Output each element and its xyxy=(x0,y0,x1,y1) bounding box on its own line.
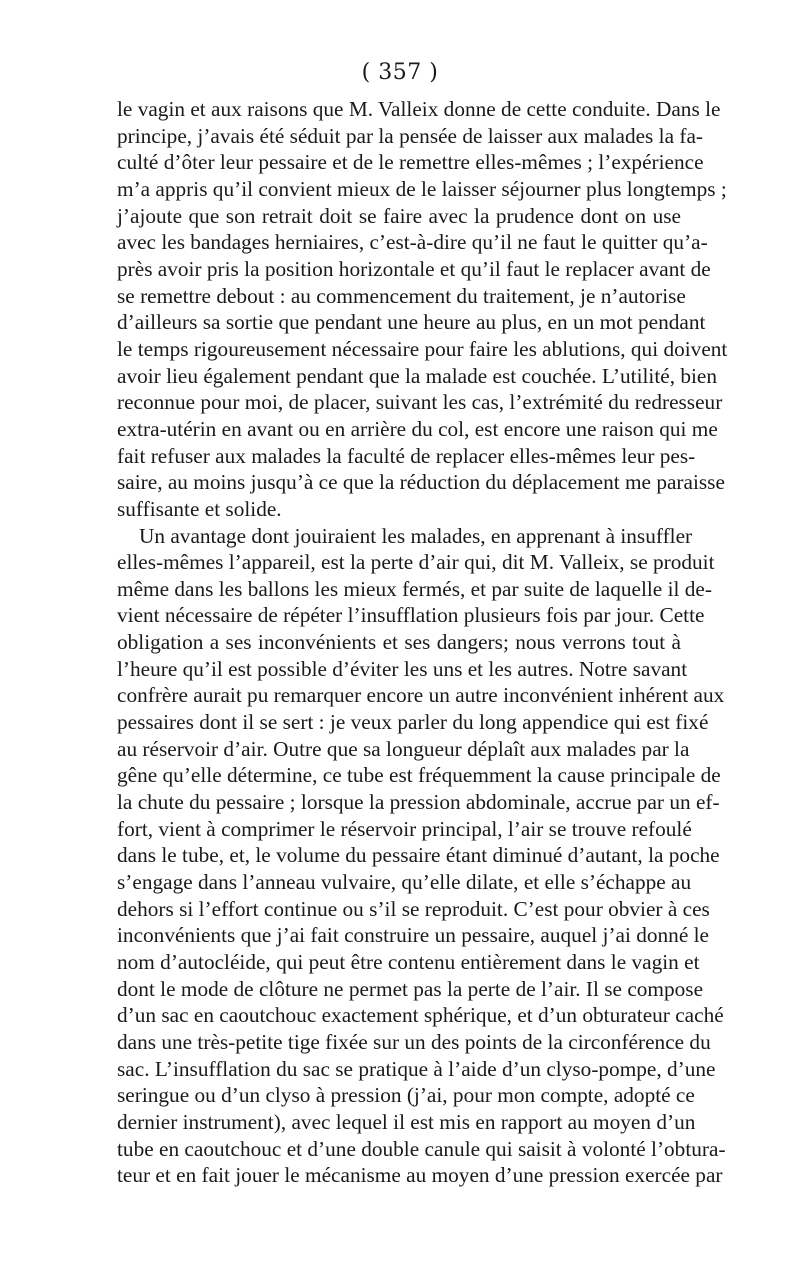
text-line: principe, j’avais été séduit par la pensée de laisser aux malades la fa- xyxy=(117,123,703,148)
text-line: d’ailleurs sa sortie que pendant une heure au plus, en un mot pendant xyxy=(117,310,706,335)
text-line: reconnue pour moi, de placer, suivant les cas, l’extrémité du redresseur xyxy=(117,390,723,415)
page-number: ( 357 ) xyxy=(361,60,439,85)
text-line: extra-utérin en avant ou en arrière du col, est encore une raison qui me xyxy=(117,416,718,441)
text-line: fort, vient à comprimer le réservoir principal, l’air se trouve refoulé xyxy=(117,816,692,841)
text-line: inconvénients que j’ai fait construire un pessaire, auquel j’ai donné le xyxy=(117,923,709,948)
text-line: seringue ou d’un clyso à pression (j’ai, pour mon compte, adopté ce xyxy=(117,1083,695,1108)
text-line: saire, au moins jusqu’à ce que la réduction du déplacement me paraisse xyxy=(117,470,725,495)
text-line: même dans les ballons les mieux fermés, et par suite de laquelle il de- xyxy=(117,576,712,601)
text-line: vient nécessaire de répéter l’insufflation plusieurs fois par jour. Cette xyxy=(117,603,705,628)
paragraph-2 xyxy=(117,523,726,1189)
paragraph-1 xyxy=(117,96,728,523)
text-line: nom d’autocléide, qui peut être contenu entièrement dans le vagin et xyxy=(117,950,700,974)
text-line: dont le mode de clôture ne permet pas la perte de l’air. Il se compose xyxy=(117,976,704,1001)
text-line: confrère aurait pu remarquer encore un autre inconvénient inhérent aux xyxy=(117,683,725,708)
text-line: pessaires dont il se sert : je veux parler du long appendice qui est fixé xyxy=(117,710,709,735)
text-line: obligation a ses inconvénients et ses dangers; nous verrons tout à xyxy=(117,630,681,655)
text-line: dernier instrument), avec lequel il est mis en rapport au moyen d’un xyxy=(117,1109,696,1134)
text-line: près avoir pris la position horizontale et qu’il faut le replacer avant de xyxy=(117,256,711,281)
text-line: la chute du pessaire ; lorsque la pression abdominale, accrue par un ef- xyxy=(117,790,720,815)
text-line: s’engage dans l’anneau vulvaire, qu’elle dilate, et elle s’échappe au xyxy=(117,870,692,895)
text-line: dans le tube, et, le volume du pessaire étant diminué d’autant, la poche xyxy=(117,843,720,868)
text-line: Un avantage dont jouiraient les malades, en apprenant à insuffler xyxy=(139,523,693,548)
text-line: j’ajoute que son retrait doit se faire avec la prudence dont on use xyxy=(117,203,681,228)
text-line: au réservoir d’air. Outre que sa longueur déplaît aux malades par la xyxy=(117,736,690,761)
text-line: sac. L’insufflation du sac se pratique à l’aide d’un clyso-pompe, d’une xyxy=(117,1056,716,1081)
text-line: avoir lieu également pendant que la malade est couchée. L’utilité, bien xyxy=(117,363,718,388)
text-line: le vagin et aux raisons que M. Valleix donne de cette conduite. Dans le xyxy=(117,97,721,121)
text-line: l’heure qu’il est possible d’éviter les uns et les autres. Notre savant xyxy=(117,656,688,681)
text-line: suffisante et solide. xyxy=(117,496,282,521)
text-line: tube en caoutchouc et d’une double canule qui saisit à volonté l’obtura- xyxy=(117,1136,726,1161)
text-line: culté d’ôter leur pessaire et de le remettre elles-mêmes ; l’expérience xyxy=(117,150,704,175)
text-line: gêne qu’elle détermine, ce tube est fréquemment la cause principale de xyxy=(117,763,721,788)
body-text xyxy=(117,96,728,1189)
text-line: avec les bandages herniaires, c’est-à-dire qu’il ne faut le quitter qu’a- xyxy=(117,230,708,255)
text-line: le temps rigoureusement nécessaire pour faire les ablutions, qui doivent xyxy=(117,336,728,361)
text-line: elles-mêmes l’appareil, est la perte d’air qui, dit M. Valleix, se produit xyxy=(117,550,715,575)
text-line: d’un sac en caoutchouc exactement sphérique, et d’un obturateur caché xyxy=(117,1003,724,1028)
text-line: m’a appris qu’il convient mieux de le laisser séjourner plus longtemps ; xyxy=(117,176,727,201)
text-line: se remettre debout : au commencement du traitement, je n’autorise xyxy=(117,283,686,308)
text-line: teur et en fait jouer le mécanisme au moyen d’une pression exercée par xyxy=(117,1163,723,1188)
text-line: fait refuser aux malades la faculté de replacer elles-mêmes leur pes- xyxy=(117,443,696,468)
text-line: dehors si l’effort continue ou s’il se reproduit. C’est pour obvier à ces xyxy=(117,896,710,921)
text-line: dans une très-petite tige fixée sur un des points de la circonférence du xyxy=(117,1029,711,1054)
